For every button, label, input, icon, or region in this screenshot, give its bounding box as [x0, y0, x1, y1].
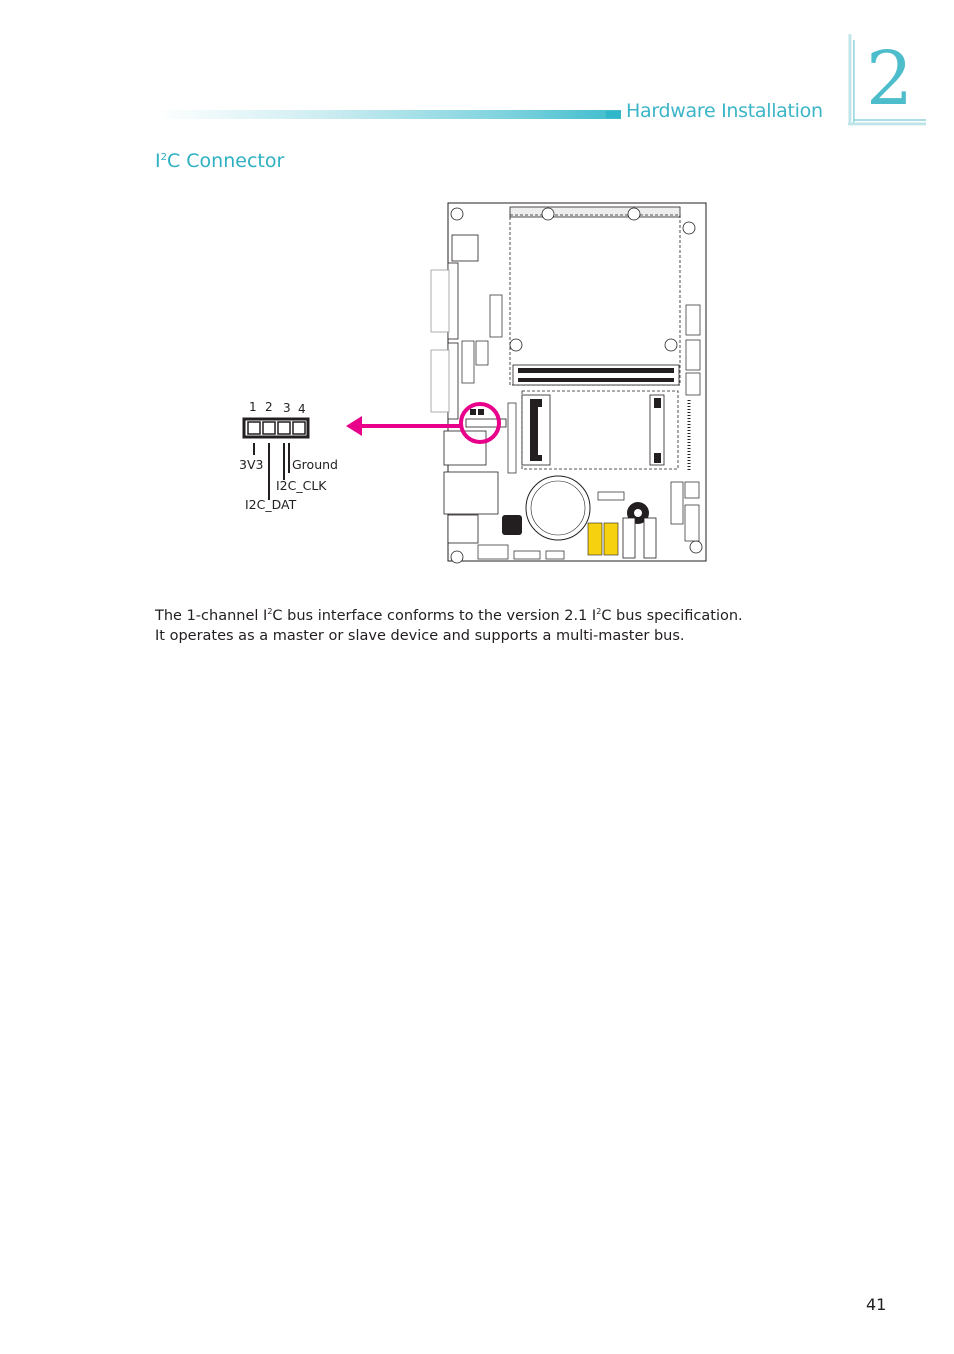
header-gradient-bar	[155, 110, 621, 119]
heading-prefix: I	[155, 150, 161, 172]
motherboard-diagram	[230, 195, 720, 575]
body-text-part: C bus interface conforms to the version 2.1 I	[272, 607, 597, 624]
signal-label-i2c-dat: I2C_DAT	[245, 497, 297, 512]
body-superscript: 2	[267, 607, 273, 616]
page-heading	[155, 150, 284, 172]
heading-superscript: 2	[160, 152, 167, 163]
header-bar-end	[606, 111, 621, 118]
page-number: 41	[866, 1295, 887, 1314]
pin-number-1: 1	[249, 400, 257, 414]
pin-number-3: 3	[283, 401, 291, 415]
heading-suffix: C Connector	[166, 150, 285, 172]
body-text-part: C bus specification.	[601, 607, 743, 624]
body-text-line-2: It operates as a master or slave device and supports a multi-master bus.	[155, 627, 685, 644]
signal-label-ground: Ground	[292, 457, 338, 472]
body-paragraph	[155, 602, 827, 646]
pin-number-2: 2	[265, 400, 273, 414]
signal-label-3v3: 3V3	[239, 457, 264, 472]
pin-number-4: 4	[298, 402, 306, 416]
section-title: Hardware Installation	[626, 100, 823, 122]
body-text-part: The 1-channel I	[155, 607, 268, 624]
chapter-number: 2	[866, 36, 914, 122]
signal-label-i2c-clk: I2C_CLK	[276, 478, 327, 493]
body-superscript: 2	[596, 607, 602, 616]
